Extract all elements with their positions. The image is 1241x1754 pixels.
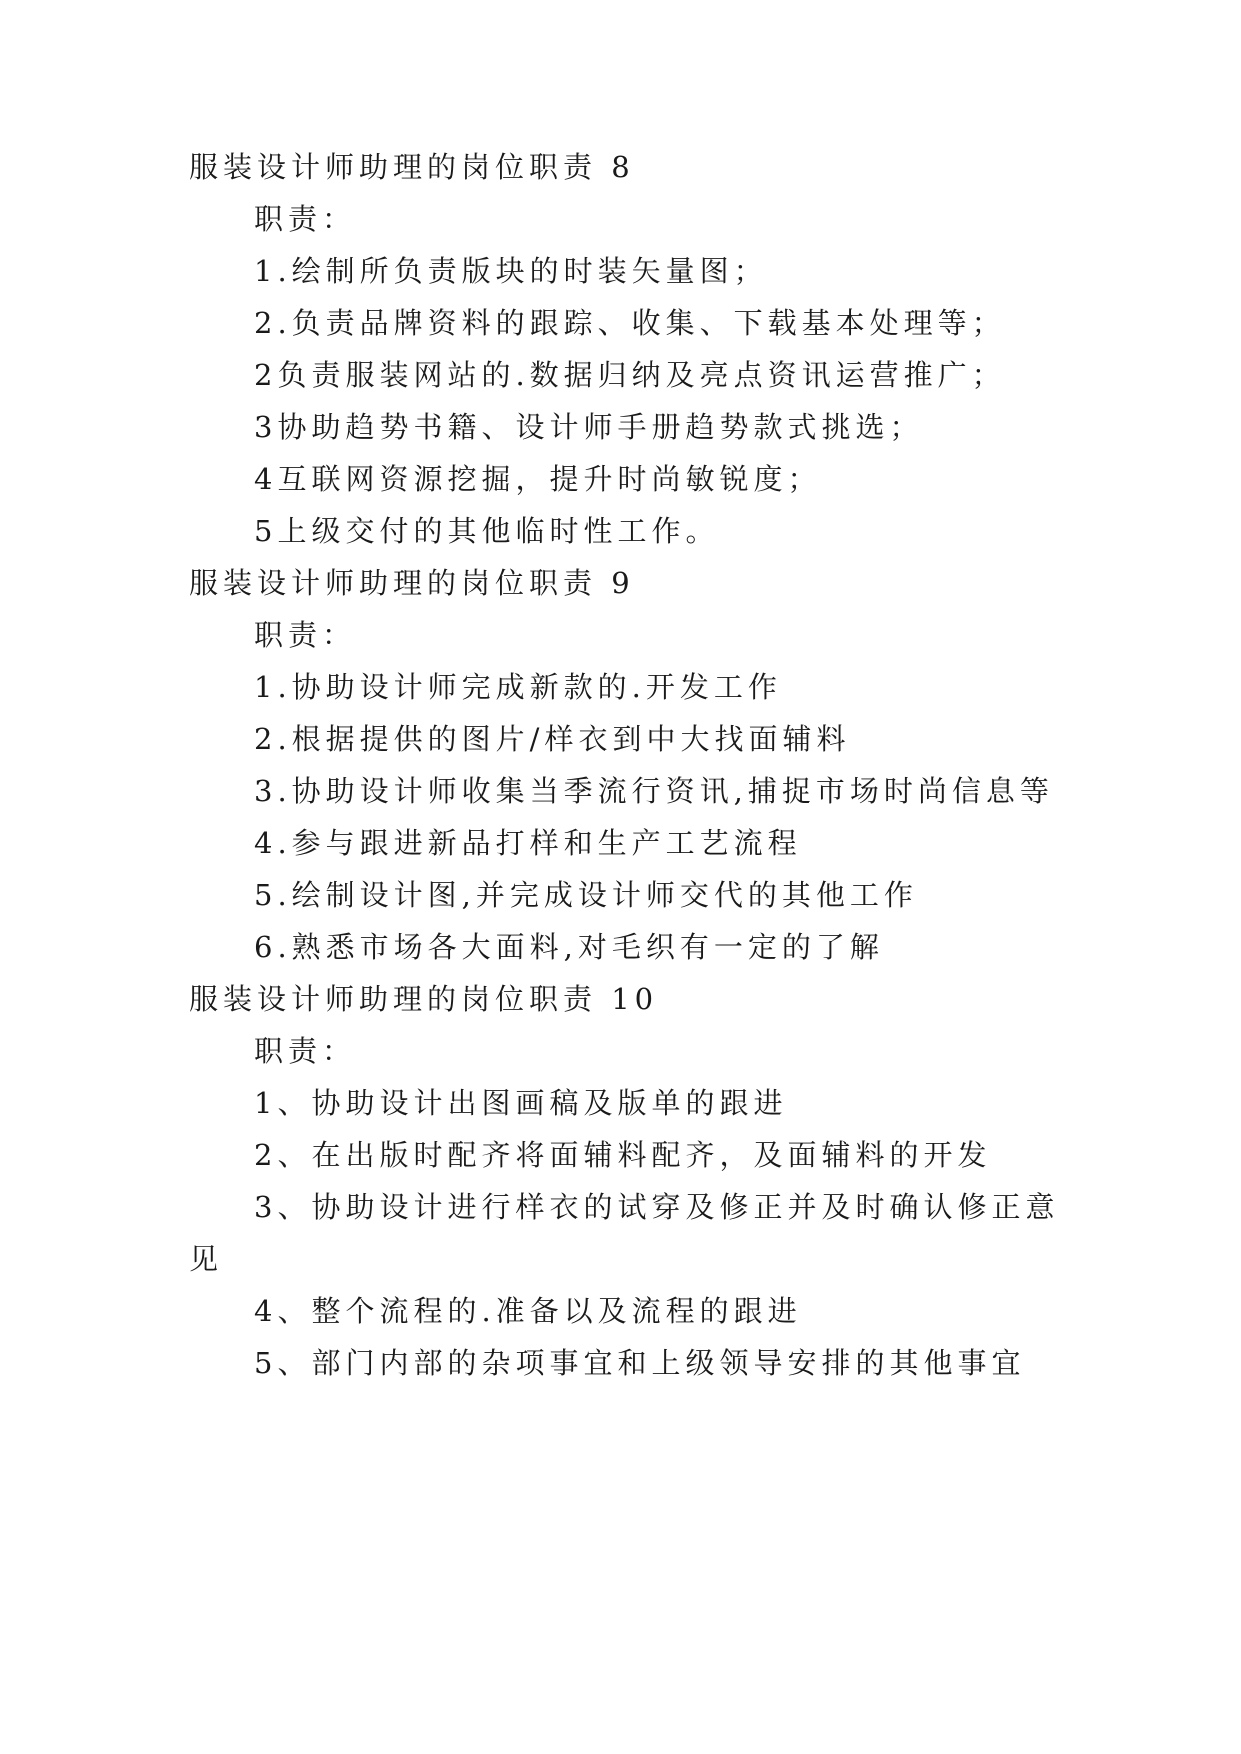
list-item: 2、在出版时配齐将面辅料配齐，及面辅料的开发	[254, 1138, 992, 1172]
list-item: 2负责服装网站的.数据归纳及亮点资讯运营推广；	[254, 358, 1006, 392]
section-subheading: 职责：	[254, 1034, 357, 1068]
list-item: 1、协助设计出图画稿及版单的跟进	[254, 1086, 788, 1120]
list-item: 2.根据提供的图片/样衣到中大找面辅料	[254, 722, 851, 756]
list-item-continuation: 见	[189, 1242, 224, 1276]
list-item: 4、整个流程的.准备以及流程的跟进	[254, 1294, 802, 1328]
section-heading: 服装设计师助理的岗位职责 10	[189, 982, 659, 1016]
list-item: 5、部门内部的杂项事宜和上级领导安排的其他事宜	[254, 1346, 1026, 1380]
section-heading: 服装设计师助理的岗位职责 8	[189, 150, 635, 184]
section-heading: 服装设计师助理的岗位职责 9	[189, 566, 635, 600]
list-item: 6.熟悉市场各大面料,对毛织有一定的了解	[254, 930, 884, 964]
list-item: 5上级交付的其他临时性工作。	[254, 514, 720, 548]
list-item: 4互联网资源挖掘，提升时尚敏锐度；	[254, 462, 822, 496]
list-item: 2.负责品牌资料的跟踪、收集、下载基本处理等；	[254, 306, 1006, 340]
list-item: 4.参与跟进新品打样和生产工艺流程	[254, 826, 802, 860]
list-item: 3、协助设计进行样衣的试穿及修正并及时确认修正意	[254, 1190, 1060, 1224]
list-item: 3.协助设计师收集当季流行资讯,捕捉市场时尚信息等	[254, 774, 1054, 808]
list-item: 1.协助设计师完成新款的.开发工作	[254, 670, 782, 704]
list-item: 5.绘制设计图,并完成设计师交代的其他工作	[254, 878, 918, 912]
list-item: 1.绘制所负责版块的时装矢量图；	[254, 254, 768, 288]
list-item: 3协助趋势书籍、设计师手册趋势款式挑选；	[254, 410, 924, 444]
section-subheading: 职责：	[254, 202, 357, 236]
section-subheading: 职责：	[254, 618, 357, 652]
